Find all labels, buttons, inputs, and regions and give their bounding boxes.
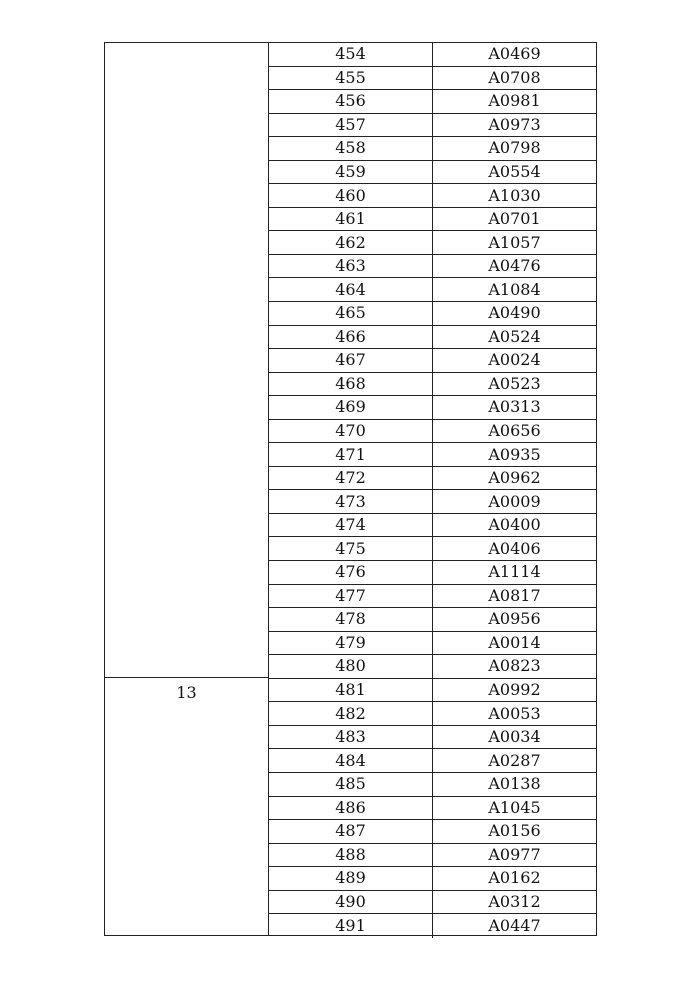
group-label [105,43,268,46]
table-row [269,561,596,585]
table-row [269,655,596,679]
row-code-cell: A0014 [488,632,541,652]
row-code-cell: A0935 [488,444,541,464]
row-number-cell: 463 [269,255,433,278]
row-code-cell: A0024 [488,350,541,370]
table-row [269,114,596,138]
row-code-cell: A0287 [488,750,541,770]
row-code-cell: A0981 [488,91,541,111]
row-code-cell: A1114 [488,562,541,582]
table-row [269,302,596,326]
row-number-cell: 482 [269,702,433,725]
row-number-cell: 461 [269,208,433,231]
row-code-cell: A0524 [488,326,541,346]
row-code-cell: A0823 [488,656,541,676]
row-number-cell: 470 [269,420,433,443]
row-code-cell: A0798 [488,138,541,158]
row-code-cell: A0708 [488,67,541,87]
row-number-cell: 458 [269,137,433,160]
table-row [269,490,596,514]
table-row [269,749,596,773]
row-number-cell: 457 [269,114,433,137]
row-number-cell: 483 [269,726,433,749]
row-number-cell: 464 [269,278,433,301]
row-code-cell: A0156 [488,821,541,841]
table-row [269,914,596,938]
row-number-cell: 456 [269,90,433,113]
table-row [269,231,596,255]
row-number-cell: 490 [269,891,433,914]
row-number-cell: 486 [269,797,433,820]
table-row [269,585,596,609]
row-number-cell: 465 [269,302,433,325]
table-row [269,373,596,397]
group-label: 13 [176,683,197,702]
row-number-cell: 475 [269,537,433,560]
row-number-cell: 468 [269,373,433,396]
table-row [269,514,596,538]
row-code-cell: A0973 [488,114,541,134]
row-code-cell: A0992 [488,680,541,700]
row-number-cell: 476 [269,561,433,584]
row-number-cell: 469 [269,396,433,419]
row-code-cell: A0162 [488,868,541,888]
row-number-cell: 487 [269,820,433,843]
row-number-cell: 467 [269,349,433,372]
table-row [269,773,596,797]
table-row [269,184,596,208]
table-row [269,537,596,561]
row-number-cell: 485 [269,773,433,796]
table-row [269,726,596,750]
row-code-cell: A0701 [488,209,541,229]
row-number-cell: 478 [269,608,433,631]
row-number-cell: 484 [269,749,433,772]
table-row [269,349,596,373]
row-code-cell: A0138 [488,774,541,794]
row-code-cell: A0490 [488,303,541,323]
row-number-cell: 459 [269,161,433,184]
row-code-cell: A0034 [488,727,541,747]
row-code-cell: A0053 [488,703,541,723]
row-number-cell: 473 [269,490,433,513]
table-row [269,867,596,891]
row-number-cell: 481 [269,679,433,702]
row-code-cell: A1084 [488,279,541,299]
table-row [269,161,596,185]
row-code-cell: A0956 [488,609,541,629]
table-row [269,467,596,491]
document-table [104,42,597,936]
row-number-cell: 489 [269,867,433,890]
group-cell-13 [105,678,269,935]
row-number-cell: 480 [269,655,433,678]
table-row [269,326,596,350]
table-row [269,396,596,420]
row-number-cell: 477 [269,585,433,608]
row-number-cell: 474 [269,514,433,537]
table-row [269,820,596,844]
table-row [269,420,596,444]
row-code-cell: A0817 [488,585,541,605]
table-row [269,797,596,821]
table-row [269,278,596,302]
row-code-cell: A0977 [488,844,541,864]
group-cell-continued [105,43,269,678]
row-number-cell: 479 [269,632,433,655]
row-code-cell: A0962 [488,468,541,488]
row-code-cell: A0313 [488,397,541,417]
row-code-cell: A0476 [488,256,541,276]
row-code-cell: A0447 [488,916,541,935]
row-number-cell: 466 [269,326,433,349]
row-code-cell: A1045 [488,797,541,817]
row-number-cell: 455 [269,67,433,90]
row-number-cell: 462 [269,231,433,254]
row-code-cell: A0009 [488,491,541,511]
table-row [269,67,596,91]
table-row [269,90,596,114]
row-code-cell: A0406 [488,538,541,558]
table-row [269,891,596,915]
table-row [269,844,596,868]
row-number-cell: 472 [269,467,433,490]
table-row [269,255,596,279]
row-code-cell: A1030 [488,185,541,205]
row-code-cell: A1057 [488,232,541,252]
row-code-cell: A0656 [488,421,541,441]
table-rows [269,43,596,938]
table-row [269,43,596,67]
row-number-cell: 454 [269,43,433,66]
table-row [269,632,596,656]
row-number-cell: 488 [269,844,433,867]
row-code-cell: A0312 [488,891,541,911]
table-row [269,443,596,467]
table-row [269,137,596,161]
row-code-cell: A0400 [488,515,541,535]
row-code-cell: A0554 [488,162,541,181]
row-number-cell: 460 [269,184,433,207]
table-row [269,679,596,703]
table-row [269,702,596,726]
row-number-cell: 471 [269,443,433,466]
row-code-cell: A0523 [488,373,541,393]
row-number-cell: 491 [269,914,433,938]
table-row [269,208,596,232]
row-code-cell: A0469 [488,44,541,64]
table-row [269,608,596,632]
